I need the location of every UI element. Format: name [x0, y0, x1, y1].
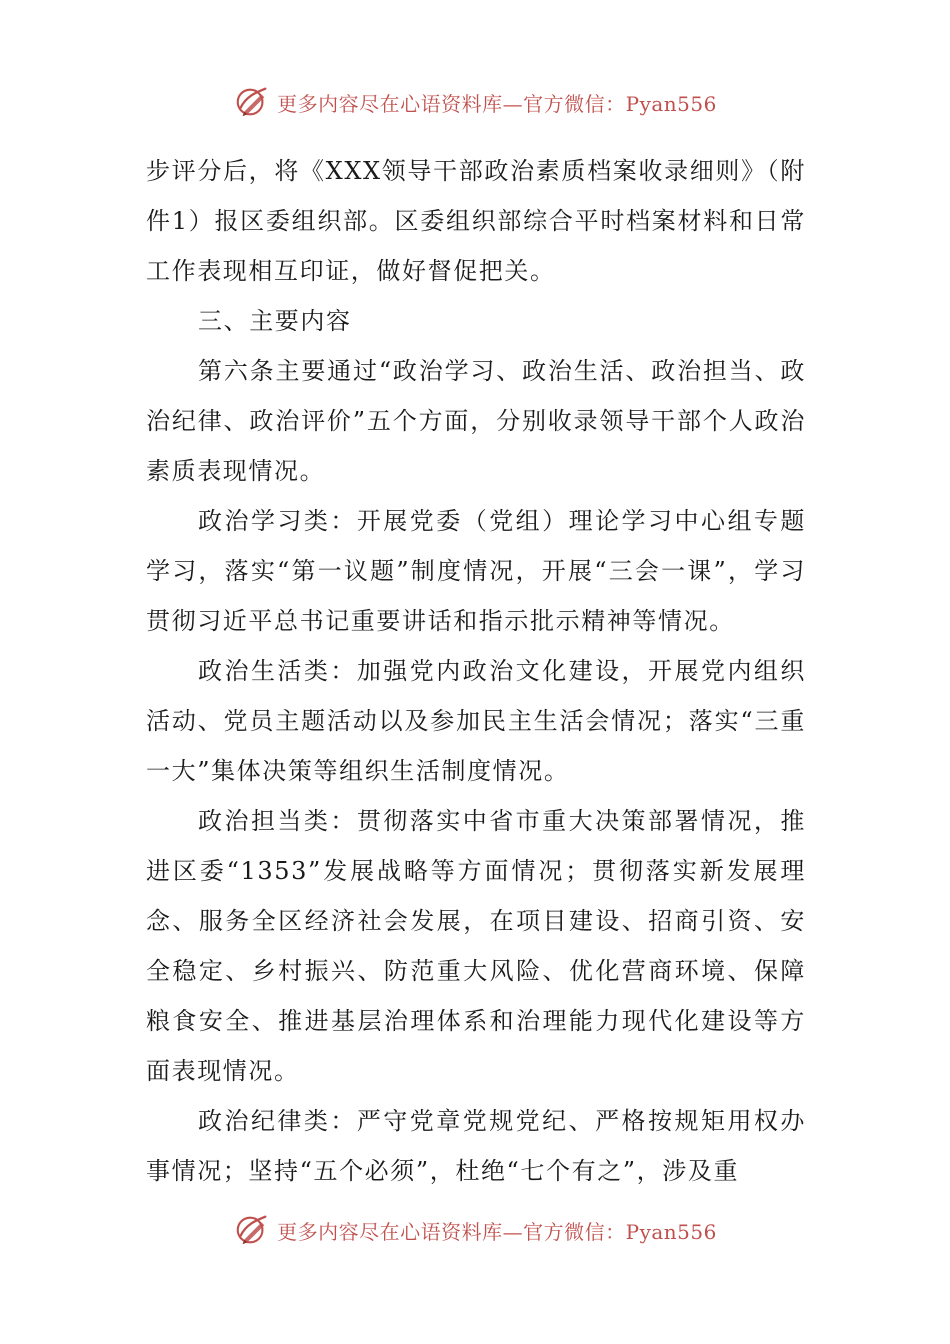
pen-swirl-logo-icon [233, 1211, 271, 1249]
header-banner [0, 80, 950, 124]
paragraph-political-life: 政治生活类：加强党内政治文化建设，开展党内组织活动、党员主题活动以及参加民主生活会情况；落实“三重一大”集体决策等组织生活制度情况。 [146, 657, 806, 785]
section-heading: 三、主要内容 [198, 307, 352, 335]
document-body [146, 146, 806, 1196]
footer-banner-text: 更多内容尽在心语资料库—官方微信：Pyan556 [277, 1219, 717, 1244]
header-banner-text: 更多内容尽在心语资料库—官方微信：Pyan556 [277, 91, 717, 116]
paragraph-political-study: 政治学习类：开展党委（党组）理论学习中心组专题学习，落实“第一议题”制度情况，开展“三会一课”，学习贯彻习近平总书记重要讲话和指示批示精神等情况。 [146, 507, 806, 635]
pen-swirl-logo-icon [233, 83, 271, 121]
paragraph-1: 步评分后，将《XXX领导干部政治素质档案收录细则》（附件1）报区委组织部。区委组织部综合平时档案材料和日常工作表现相互印证，做好督促把关。 [146, 157, 806, 285]
paragraph-political-responsibility: 政治担当类：贯彻落实中省市重大决策部署情况，推进区委“1353”发展战略等方面情况；贯彻落实新发展理念、服务全区经济社会发展，在项目建设、招商引资、安全稳定、乡村振兴、防范重大风险、优化营商环境、保障粮食安全、推进基层治理体系和治理能力现代化建设等方面表现情况。 [146, 807, 806, 1085]
paragraph-political-discipline: 政治纪律类：严守党章党规党纪、严格按规矩用权办事情况；坚持“五个必须”，杜绝“七个有之”，涉及重 [146, 1107, 806, 1185]
footer-banner [0, 1208, 950, 1252]
paragraph-article-6: 第六条主要通过“政治学习、政治生活、政治担当、政治纪律、政治评价”五个方面，分别收录领导干部个人政治素质表现情况。 [146, 357, 806, 485]
